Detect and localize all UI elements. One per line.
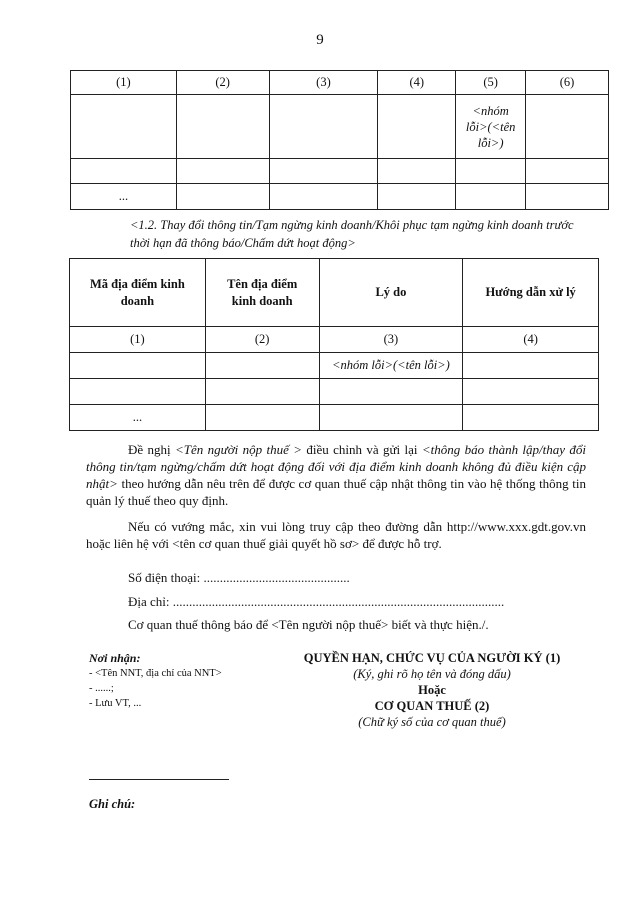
table-row [71, 95, 609, 159]
table-row [70, 379, 599, 405]
table-row [70, 353, 599, 379]
table-row [71, 159, 609, 184]
signer-instruction: (Ký, ghi rõ họ tên và đóng dấu) [353, 667, 511, 681]
col-number: (2) [176, 71, 269, 95]
table-cell [176, 95, 269, 159]
error-table-2 [69, 258, 599, 431]
error-group-cell: <nhóm lỗi>(<tên lỗi>) [319, 353, 463, 379]
notice-type-placeholder: <thông báo thành lập/thay đổi thông tin/tạm ngừng/chấm dứt hoạt động đối với địa điểm kinh doanh không đủ điều kiện cập nhật> [86, 442, 587, 491]
digital-signature-note: (Chữ ký số của cơ quan thuế) [358, 715, 506, 729]
table-row [70, 405, 599, 431]
recipients-label: Nơi nhận: [89, 651, 141, 665]
col-number: (3) [269, 71, 378, 95]
col-number: (2) [205, 327, 319, 353]
table-cell [378, 95, 456, 159]
ellipsis-cell: ... [71, 184, 177, 210]
table-cell [71, 95, 177, 159]
footnote-divider [89, 779, 229, 780]
col-number: (4) [378, 71, 456, 95]
col-number: (1) [70, 327, 206, 353]
phone-line: Số điện thoại: ............................................. [128, 570, 350, 585]
column-header: Lý do [319, 259, 463, 327]
support-paragraph: Nếu có vướng mắc, xin vui lòng truy cập theo đường dẫn http://www.xxx.gdt.gov.vn hoặc liên hệ với <tên cơ quan thuế giải quyết hồ sơ> để được hỗ trợ. [86, 519, 586, 551]
col-number: (4) [463, 327, 599, 353]
table-header-row [70, 259, 599, 327]
col-number: (3) [319, 327, 463, 353]
recipient-item: - ......; [89, 683, 114, 694]
col-number: (1) [71, 71, 177, 95]
table-header-row [71, 71, 609, 95]
page-number: 9 [316, 32, 324, 48]
request-paragraph: Đề nghị <Tên người nộp thuế > điều chỉnh và gửi lại <thông báo thành lập/thay đổi thông tin/tạm ngừng/chấm dứt hoạt động đối với địa điểm kinh doanh không đủ điều kiện cập nhật> theo hướng dẫn nêu trên để được cơ quan thuế cập nhật thông tin vào hệ thống thông tin quản lý thuế theo quy định. [86, 442, 587, 508]
signer-title: QUYỀN HẠN, CHỨC VỤ CỦA NGƯỜI KÝ (1) [303, 651, 561, 665]
recipient-item: - Lưu VT, ... [89, 698, 142, 709]
table-cell [269, 95, 378, 159]
address-line: Địa chỉ: ...................................................................................................... [128, 594, 505, 609]
error-group-cell: <nhóm lỗi>(<tên lỗi>) [456, 95, 526, 159]
column-header: Mã địa điểm kinh doanh [70, 259, 206, 327]
recipients-block [89, 651, 279, 711]
taxpayer-name-placeholder: <Tên người nộp thuế > [175, 442, 303, 457]
recipient-item: - <Tên NNT, địa chỉ của NNT> [89, 668, 222, 679]
or-label: Hoặc [418, 683, 446, 697]
column-header: Hướng dẫn xử lý [463, 259, 599, 327]
section-title: <1.2. Thay đổi thông tin/Tạm ngừng kinh doanh/Khôi phục tạm ngừng kinh doanh trước thời hạn đã thông báo/Chấm dứt hoạt động> [130, 218, 574, 250]
table-row [71, 184, 609, 210]
table-number-row [70, 327, 599, 353]
ellipsis-cell: ... [70, 405, 206, 431]
signature-block [282, 650, 582, 730]
col-number: (6) [526, 71, 609, 95]
error-table-1 [70, 70, 609, 210]
column-header: Tên địa điểm kinh doanh [205, 259, 319, 327]
agency-title: CƠ QUAN THUẾ (2) [374, 699, 490, 713]
note-label: Ghi chú: [89, 797, 136, 811]
table-cell [526, 95, 609, 159]
notify-line: Cơ quan thuế thông báo để <Tên người nộp thuế> biết và thực hiện./. [128, 617, 489, 632]
col-number: (5) [456, 71, 526, 95]
